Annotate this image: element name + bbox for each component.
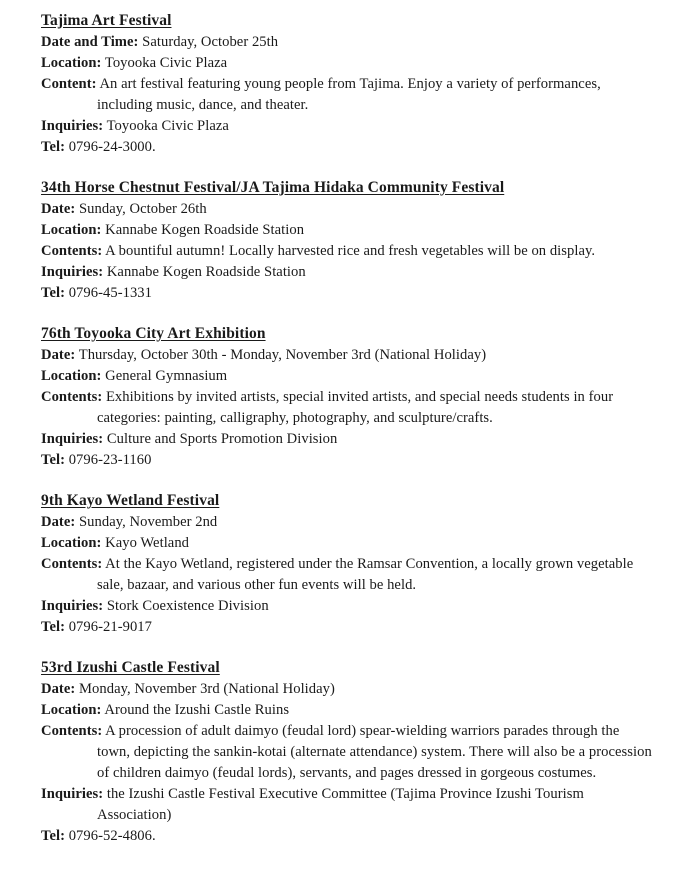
event-field-label: Tel:	[41, 139, 65, 155]
event-field-value: Toyooka Civic Plaza	[104, 55, 228, 71]
event-field-value: 0796-45-1331	[68, 285, 152, 301]
event-field-label: Inquiries:	[41, 264, 104, 280]
event-field-value: Culture and Sports Promotion Division	[106, 431, 338, 447]
event-field-label: Tel:	[41, 619, 65, 635]
event-field-value: Around the Izushi Castle Ruins	[104, 702, 290, 718]
event-field-label: Inquiries:	[41, 118, 104, 134]
event-field-value: An art festival featuring young people from Tajima. Enjoy a variety of performances, including music, dance, and theater.	[97, 76, 601, 113]
event-field	[41, 387, 654, 429]
event-field-label: Location:	[41, 222, 102, 238]
event-field	[41, 53, 654, 74]
event-field-label: Inquiries:	[41, 431, 104, 447]
event-field-value: General Gymnasium	[105, 368, 228, 384]
event-field	[41, 721, 654, 784]
event-field-label: Tel:	[41, 452, 65, 468]
event-title-row	[41, 657, 654, 679]
event-field-value: the Izushi Castle Festival Executive Committee (Tajima Province Izushi Tourism Association)	[97, 786, 584, 823]
event-title: 53rd Izushi Castle Festival	[41, 659, 220, 676]
event-field-value: 0796-23-1160	[68, 452, 152, 468]
event-field-value: Sunday, November 2nd	[79, 514, 218, 530]
event-title: 34th Horse Chestnut Festival/JA Tajima Hidaka Community Festival	[41, 179, 505, 196]
event-field-label: Contents:	[41, 243, 103, 259]
event-field-label: Location:	[41, 702, 102, 718]
event-field	[41, 554, 654, 596]
event-field-label: Location:	[41, 55, 102, 71]
event-field-value: Monday, November 3rd (National Holiday)	[79, 681, 335, 697]
event-field-label: Tel:	[41, 285, 65, 301]
event-entry	[41, 490, 654, 638]
event-field-value: Saturday, October 25th	[142, 34, 279, 50]
event-field-value: 0796-24-3000.	[68, 139, 156, 155]
event-field	[41, 345, 654, 366]
event-field	[41, 262, 654, 283]
event-title: 9th Kayo Wetland Festival	[41, 492, 220, 509]
event-field-label: Contents:	[41, 389, 103, 405]
event-title-row	[41, 10, 654, 32]
event-field-value: A bountiful autumn! Locally harvested rice and fresh vegetables will be on display.	[105, 243, 596, 259]
event-field-label: Inquiries:	[41, 786, 104, 802]
event-field	[41, 32, 654, 53]
event-field	[41, 533, 654, 554]
event-field	[41, 450, 654, 471]
event-field-value: 0796-52-4806.	[68, 828, 156, 844]
event-field	[41, 617, 654, 638]
event-field	[41, 596, 654, 617]
event-title-row	[41, 490, 654, 512]
event-field-label: Contents:	[41, 723, 103, 739]
event-field-value: Kannabe Kogen Roadside Station	[106, 264, 306, 280]
event-field-label: Date:	[41, 681, 76, 697]
event-field	[41, 199, 654, 220]
event-field-label: Contents:	[41, 556, 103, 572]
event-field-value: Thursday, October 30th - Monday, November 3rd (National Holiday)	[78, 347, 487, 363]
event-field-value: Kayo Wetland	[105, 535, 190, 551]
event-title-row	[41, 323, 654, 345]
event-field-label: Date:	[41, 514, 76, 530]
event-field	[41, 116, 654, 137]
event-field	[41, 74, 654, 116]
event-title: Tajima Art Festival	[41, 12, 172, 29]
event-field-label: Date:	[41, 347, 76, 363]
event-field	[41, 366, 654, 387]
event-entry	[41, 657, 654, 847]
event-field	[41, 826, 654, 847]
event-field-label: Content:	[41, 76, 97, 92]
event-field	[41, 429, 654, 450]
event-title-row	[41, 177, 654, 199]
event-entry	[41, 177, 654, 304]
event-field	[41, 512, 654, 533]
event-field-value: Sunday, October 26th	[79, 201, 207, 217]
event-field	[41, 784, 654, 826]
event-field-label: Date:	[41, 201, 76, 217]
event-field-label: Date and Time:	[41, 34, 139, 50]
event-field-label: Tel:	[41, 828, 65, 844]
event-field	[41, 700, 654, 721]
event-field-label: Inquiries:	[41, 598, 104, 614]
event-field-value: Kannabe Kogen Roadside Station	[105, 222, 305, 238]
event-field	[41, 220, 654, 241]
event-field-label: Location:	[41, 535, 102, 551]
event-field	[41, 241, 654, 262]
event-field-value: Exhibitions by invited artists, special invited artists, and special needs students in four categories: painting, calligraphy, photography, and sculpture/crafts.	[97, 389, 614, 426]
event-field-value: Toyooka Civic Plaza	[106, 118, 229, 134]
event-field-value: 0796-21-9017	[68, 619, 152, 635]
event-field	[41, 137, 654, 158]
event-entry	[41, 323, 654, 471]
event-field-label: Location:	[41, 368, 102, 384]
event-entry	[41, 10, 654, 158]
event-field	[41, 679, 654, 700]
event-field	[41, 283, 654, 304]
event-field-value: A procession of adult daimyo (feudal lord) spear-wielding warriors parades through the town, depicting the sankin-kotai (alternate attendance) system. There will also be a procession of children daimyo (feudal lords), servants, and pages dressed in gorgeous costumes.	[97, 723, 652, 781]
event-title: 76th Toyooka City Art Exhibition	[41, 325, 266, 342]
event-field-value: At the Kayo Wetland, registered under the Ramsar Convention, a locally grown vegetable sale, bazaar, and various other fun events will be held.	[97, 556, 634, 593]
event-field-value: Stork Coexistence Division	[106, 598, 269, 614]
